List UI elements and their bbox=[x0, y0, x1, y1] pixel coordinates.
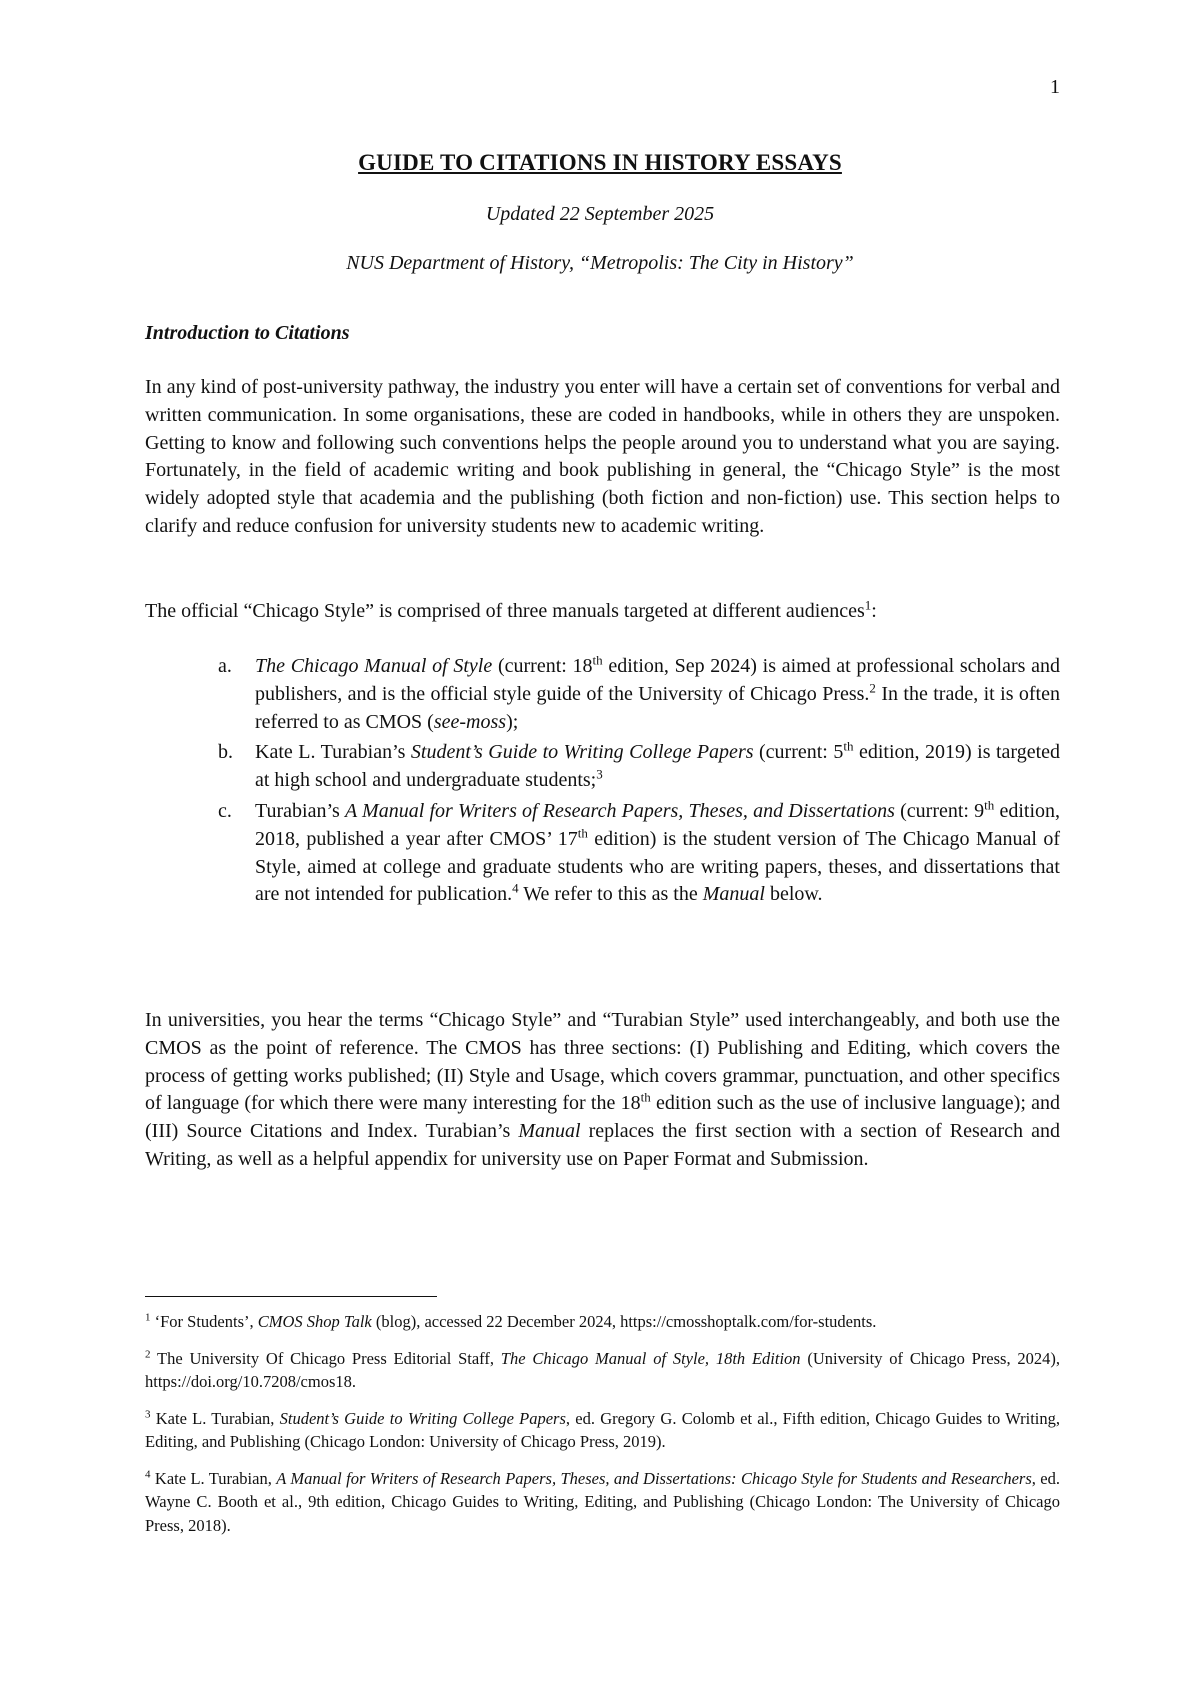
manual-title: The Chicago Manual of Style bbox=[255, 655, 493, 677]
footnote-ref-2[interactable]: 2 bbox=[869, 680, 876, 696]
manuals-intro-text: The official “Chicago Style” is comprised of three manuals targeted at different audiences bbox=[145, 600, 865, 622]
document-title: GUIDE TO CITATIONS IN HISTORY ESSAYS bbox=[358, 150, 842, 175]
footnote-text: , ed. Gregory G. Colomb et al., Fifth edition, Chicago Guides to Writing, Editing, and Publishing (Chicago London: University of Chicago Press, 2019). bbox=[145, 1408, 1061, 1451]
paragraph-text: In universities, you hear the terms “Chicago Style” and “Turabian Style” used interchangeably, and both use the CMOS as the point of reference. The CMOS has three sections: (I) Publishing and Editing, which covers the process of getting works published; (II) Style and Usage, which covers grammar, punctuation, and other specifics of language (for which there were many interesting for the 18 bbox=[145, 1009, 1060, 1115]
footnotes bbox=[145, 1310, 1060, 1550]
footnote-ref-4[interactable]: 4 bbox=[512, 880, 519, 896]
list-text: edition) is the student version of The Chicago Manual of Style, aimed at college and graduate students who are writing papers, theses, and dissertations that are not intended for publication. bbox=[255, 827, 1060, 906]
ordinal-suffix: th bbox=[984, 797, 995, 813]
list-item bbox=[145, 739, 1060, 795]
manual-title: Student’s Guide to Writing College Papers bbox=[410, 741, 754, 764]
footnote bbox=[145, 1310, 1060, 1334]
list-text: below. bbox=[764, 883, 823, 906]
page-number: 1 bbox=[1050, 76, 1060, 98]
footnote-number: 1 bbox=[145, 1311, 151, 1324]
footnote bbox=[145, 1467, 1060, 1538]
universities-paragraph bbox=[145, 1007, 1060, 1174]
manuals-intro-paragraph bbox=[145, 598, 1060, 626]
pronunciation: see-moss bbox=[433, 710, 507, 733]
footnote-number: 3 bbox=[145, 1408, 151, 1420]
list-text: (current: 5 bbox=[753, 741, 844, 764]
footnote-text: (blog), accessed 22 December 2024, https://cmosshoptalk.com/for-students. bbox=[371, 1312, 877, 1331]
footnote-title: A Manual for Writers of Research Papers, Theses, and Dissertations: Chicago Style for Students and Researchers bbox=[276, 1468, 1032, 1488]
list-text: edition, 2019) is targeted at high school and undergraduate students; bbox=[255, 741, 1061, 792]
list-marker: c. bbox=[218, 799, 232, 822]
footnote-title: The Chicago Manual of Style, 18th Edition bbox=[500, 1348, 801, 1368]
list-text: Turabian’s bbox=[255, 799, 346, 822]
footnote bbox=[145, 1407, 1060, 1454]
footnote-ref-1[interactable]: 1 bbox=[864, 597, 872, 613]
list-text: (current: 9 bbox=[894, 799, 985, 822]
footnote-text: (University of Chicago Press, 2024), https://doi.org/10.7208/cmos18. bbox=[145, 1348, 1060, 1391]
footnote-text: Kate L. Turabian, bbox=[150, 1468, 277, 1488]
list-text: (current: 18 bbox=[492, 655, 593, 677]
footnote-text: Kate L. Turabian, bbox=[150, 1408, 280, 1428]
manual-title: A Manual for Writers of Research Papers, Theses, and Dissertations bbox=[345, 799, 895, 822]
list-text: Kate L. Turabian’s bbox=[255, 741, 411, 764]
paragraph-text: edition such as the use of inclusive language); and (III) Source Citations and Index. Turabian’s bbox=[145, 1092, 1060, 1143]
updated-date: Updated 22 September 2025 bbox=[485, 203, 715, 225]
intro-paragraph: In any kind of post-university pathway, the industry you enter will have a certain set of conventions for verbal and written communication. In some organisations, these are coded in handbooks, while in others they are unspoken. Getting to know and following such conventions helps the people around you to understand what you are saying. Fortunately, in the field of academic writing and book publishing in general, the “Chicago Style” is the most widely adopted style that academia and the publishing (both fiction and non-fiction) use. This section helps to clarify and reduce confusion for university students new to academic writing. bbox=[145, 376, 1060, 537]
list-marker: b. bbox=[218, 741, 233, 764]
list-text: In the trade, it is often referred to as CMOS ( bbox=[255, 682, 1060, 733]
ordinal-suffix: th bbox=[640, 1089, 651, 1105]
list-text: We refer to this as the bbox=[518, 883, 703, 906]
footnote-separator bbox=[145, 1296, 437, 1297]
manuals-list bbox=[145, 653, 1060, 912]
ordinal-suffix: th bbox=[843, 738, 854, 754]
manuals-intro-end: : bbox=[871, 600, 877, 622]
footnote-text: , ed. Wayne C. Booth et al., 9th edition, Chicago Guides to Writing, Editing, and Publishing (Chicago London: The University of Chicago Press, 2018). bbox=[145, 1468, 1061, 1535]
list-text: edition, Sep 2024) is aimed at professional scholars and publishers, and is the official style guide of the University of Chicago Press. bbox=[255, 655, 1061, 705]
list-item bbox=[145, 653, 1060, 736]
footnote-number: 2 bbox=[145, 1348, 151, 1360]
manual-italic: Manual bbox=[702, 883, 765, 906]
footnote-ref-3[interactable]: 3 bbox=[596, 766, 603, 782]
footnote-text: The University Of Chicago Press Editorial Staff, bbox=[150, 1348, 501, 1368]
footnote-text: ‘For Students’, bbox=[150, 1312, 258, 1331]
ordinal-suffix: th bbox=[577, 825, 588, 841]
list-item bbox=[145, 798, 1060, 909]
list-marker: a. bbox=[218, 655, 232, 677]
section-heading: Introduction to Citations bbox=[145, 322, 350, 344]
paragraph-text: replaces the first section with a section of Research and Writing, as well as a helpful appendix for university use on Paper Format and Submission. bbox=[145, 1120, 1060, 1170]
ordinal-suffix: th bbox=[592, 652, 603, 668]
footnote bbox=[145, 1347, 1060, 1394]
department-line: NUS Department of History, “Metropolis: The City in History” bbox=[346, 252, 854, 274]
footnote-title: Student’s Guide to Writing College Papers bbox=[279, 1408, 566, 1428]
list-text: ); bbox=[506, 710, 519, 733]
list-text: edition, 2018, published a year after CMOS’ 17 bbox=[255, 799, 1061, 850]
footnote-title: CMOS Shop Talk bbox=[257, 1312, 372, 1331]
manual-italic: Manual bbox=[518, 1120, 581, 1143]
footnote-number: 4 bbox=[145, 1468, 151, 1480]
